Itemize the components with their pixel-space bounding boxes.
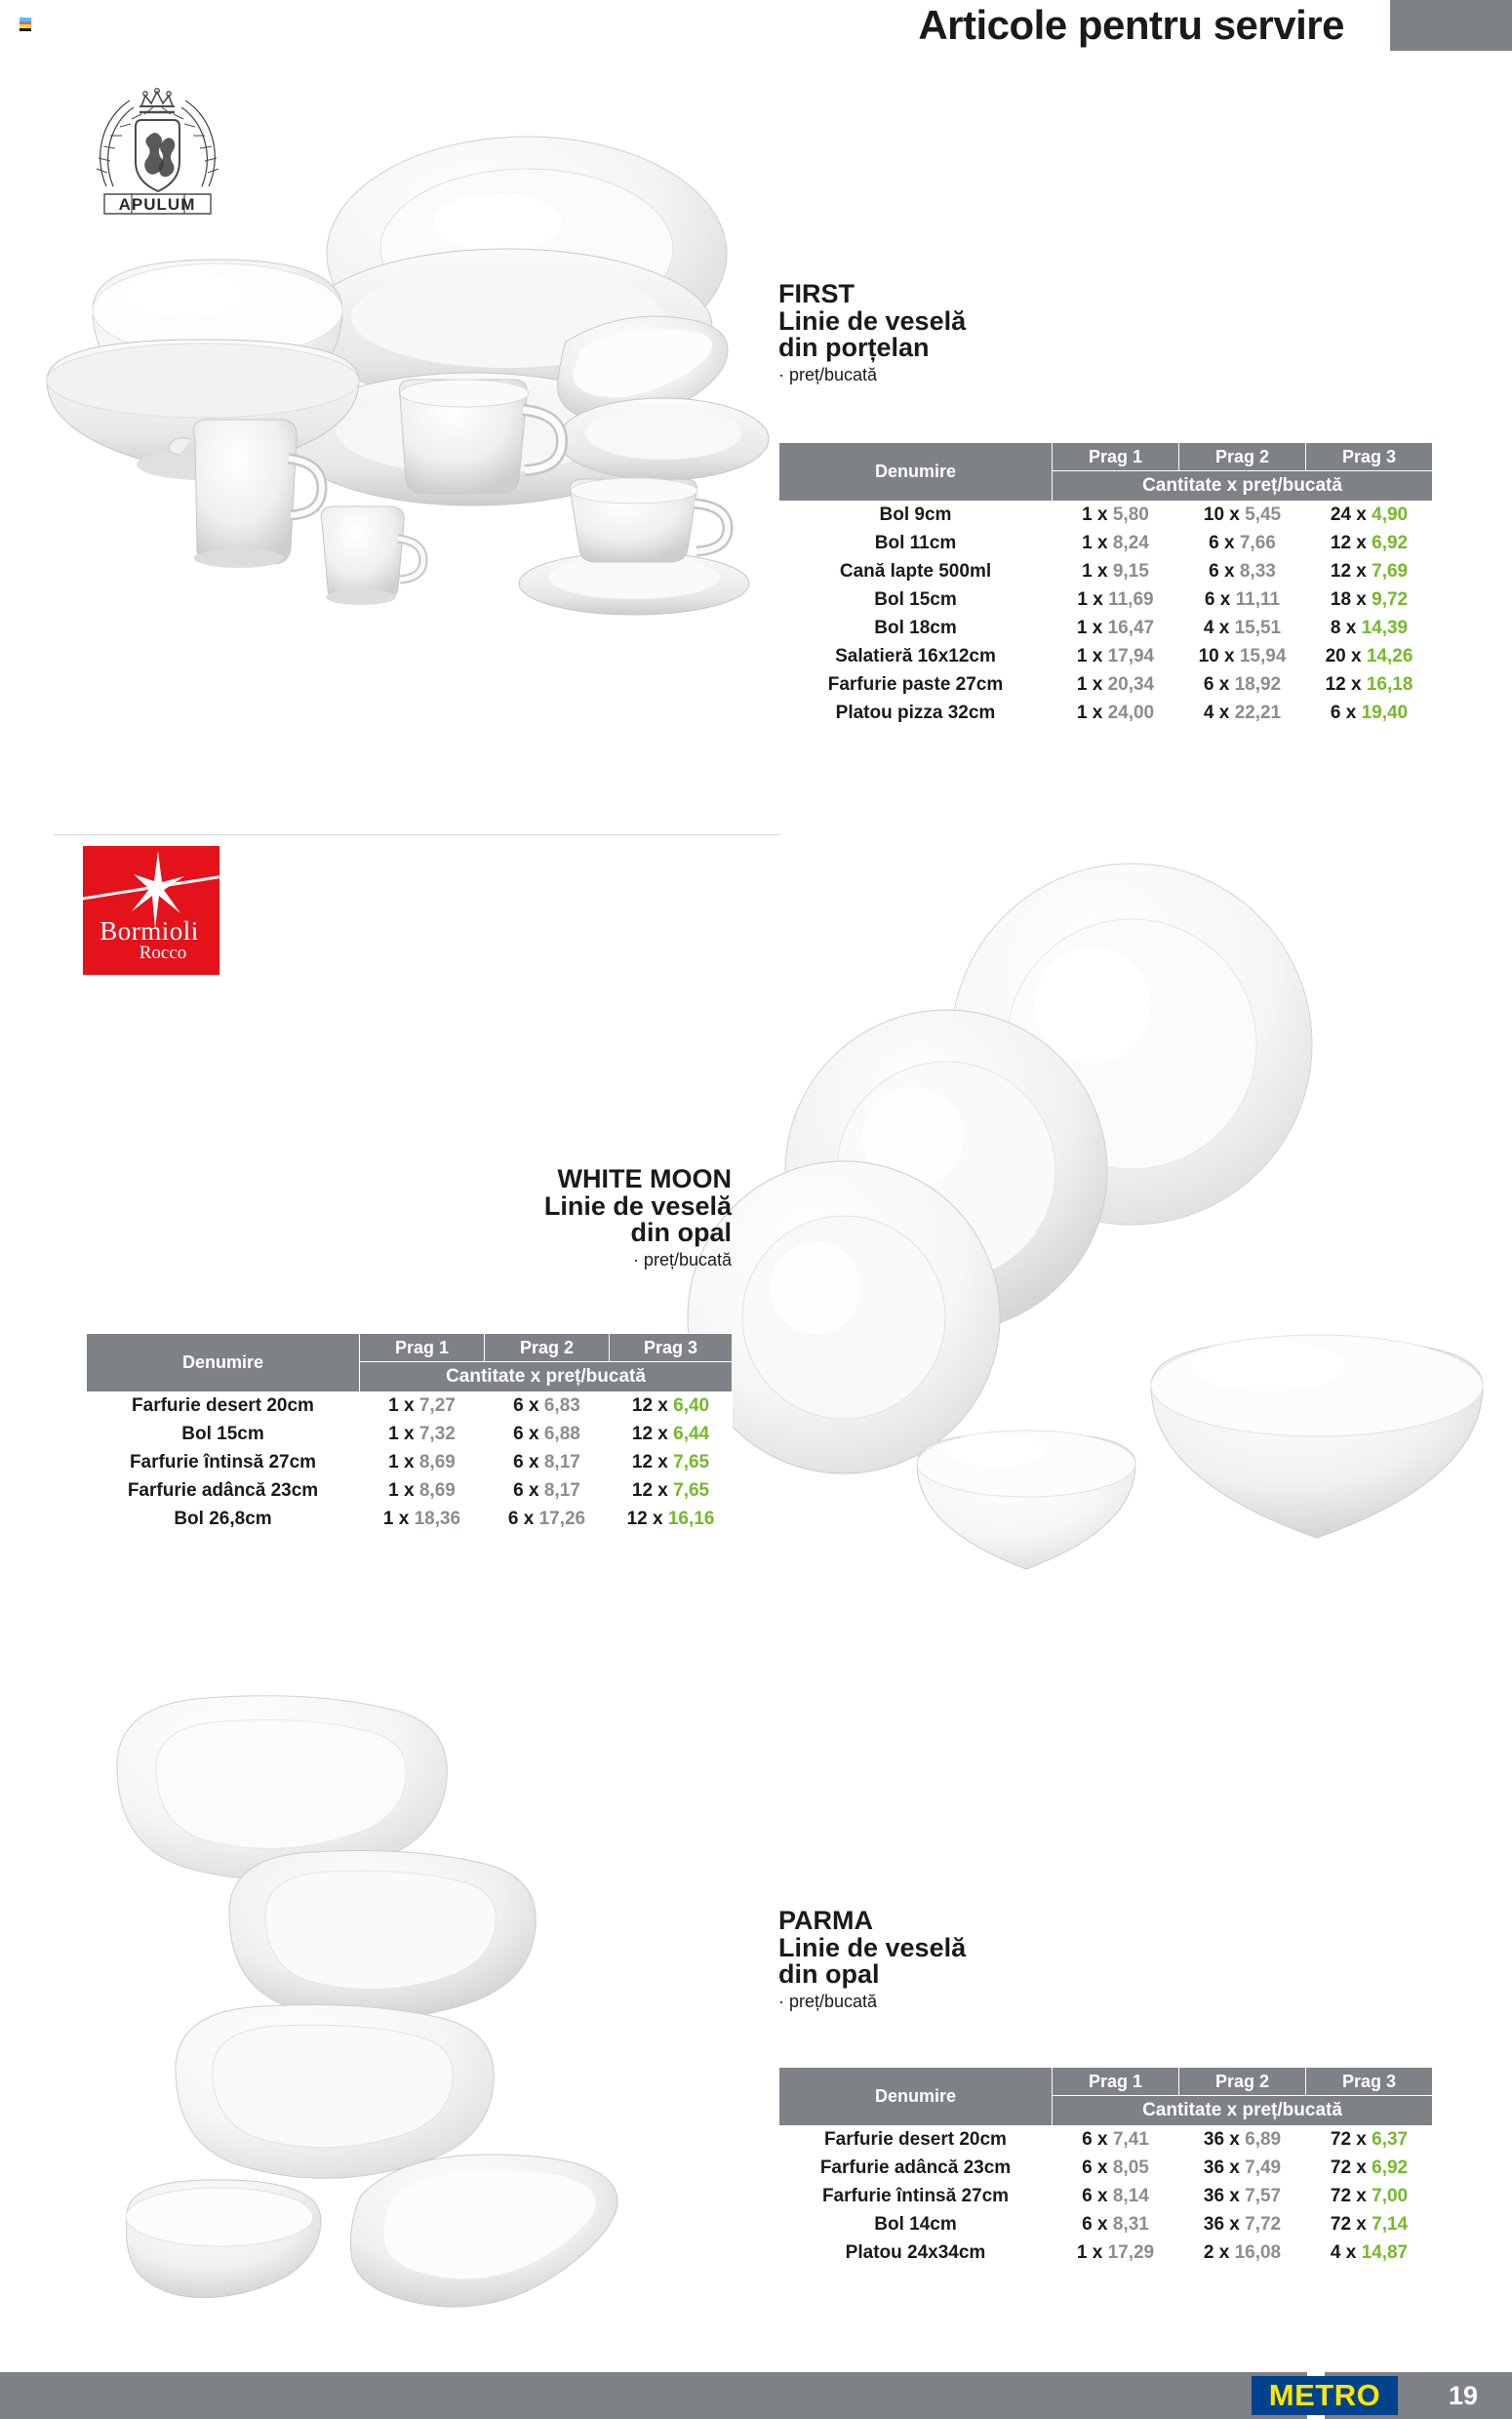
cell-product-name: Bol 26,8cm xyxy=(87,1506,360,1534)
cell-prag1 xyxy=(1053,530,1179,558)
price-value: 8,31 xyxy=(1112,2214,1149,2235)
price-value: 7,27 xyxy=(418,1395,456,1416)
quantity: 6 x xyxy=(513,1424,544,1444)
price-value: 8,24 xyxy=(1112,533,1149,553)
quantity: 72 x xyxy=(1330,2157,1373,2178)
price-value: 8,33 xyxy=(1239,561,1276,582)
price-value: 15,94 xyxy=(1239,646,1287,666)
price-value: 8,17 xyxy=(543,1480,580,1501)
price-value: 7,00 xyxy=(1372,2186,1409,2206)
quantity: 2 x xyxy=(1203,2242,1235,2263)
cell-prag2 xyxy=(1179,530,1306,558)
price-value: 20,34 xyxy=(1107,674,1155,695)
col-header-denumire: Denumire xyxy=(779,443,1053,502)
cell-prag3 xyxy=(1306,2183,1433,2211)
product-photo-white-moon xyxy=(624,859,1502,1639)
quantity: 1 x xyxy=(1076,2242,1108,2263)
col-header-prag2: Prag 2 xyxy=(1179,2068,1306,2096)
quantity: 6 x xyxy=(513,1480,544,1501)
table-row xyxy=(87,1506,733,1534)
price-value: 6,40 xyxy=(673,1395,710,1416)
price-value: 7,49 xyxy=(1245,2157,1282,2178)
table-row xyxy=(779,700,1433,728)
price-value: 18,92 xyxy=(1234,674,1282,695)
price-value: 16,08 xyxy=(1234,2242,1282,2263)
quantity: 6 x xyxy=(1330,703,1362,723)
cell-prag2 xyxy=(485,1392,610,1421)
table-row xyxy=(779,502,1433,530)
cell-prag3 xyxy=(1306,502,1433,530)
quantity: 6 x xyxy=(1082,2214,1113,2235)
cell-prag2 xyxy=(1179,643,1306,671)
price-value: 8,14 xyxy=(1112,2186,1149,2206)
cell-prag3 xyxy=(1306,2239,1433,2268)
quantity: 4 x xyxy=(1203,618,1235,638)
bormioli-sub: Rocco xyxy=(139,943,187,963)
cell-prag1 xyxy=(1053,2155,1179,2183)
cell-prag2 xyxy=(1179,615,1306,643)
table-row xyxy=(779,2239,1433,2268)
price-value: 16,47 xyxy=(1107,618,1155,638)
col-header-prag1: Prag 1 xyxy=(1053,2068,1179,2096)
quantity: 1 x xyxy=(388,1480,419,1501)
price-value: 7,72 xyxy=(1245,2214,1282,2235)
price-value: 6,92 xyxy=(1372,533,1409,553)
quantity: 4 x xyxy=(1330,2242,1362,2263)
quantity: 6 x xyxy=(507,1509,539,1529)
table-row xyxy=(779,2126,1433,2155)
cell-product-name: Platou 24x34cm xyxy=(779,2239,1053,2268)
price-table-parma xyxy=(778,2067,1433,2268)
product-photo-first xyxy=(39,117,780,625)
cell-prag3 xyxy=(1306,643,1433,671)
cell-prag2 xyxy=(485,1477,610,1506)
cell-prag1 xyxy=(1053,502,1179,530)
quantity: 18 x xyxy=(1330,589,1373,610)
quantity: 10 x xyxy=(1198,646,1240,666)
quantity: 1 x xyxy=(388,1395,419,1416)
quantity: 1 x xyxy=(1076,674,1108,695)
cell-prag3 xyxy=(610,1506,733,1534)
cell-product-name: Bol 9cm xyxy=(779,502,1053,530)
price-value: 5,45 xyxy=(1245,504,1282,525)
price-value: 7,66 xyxy=(1239,533,1276,553)
cell-prag2 xyxy=(485,1506,610,1534)
price-value: 4,90 xyxy=(1372,504,1409,525)
brand-line2-parma: din opal xyxy=(778,1959,880,1990)
price-value: 6,83 xyxy=(543,1395,580,1416)
divider-line-top xyxy=(54,834,780,835)
price-value: 18,36 xyxy=(414,1509,461,1529)
quantity: 1 x xyxy=(1082,561,1113,582)
unit-note-first: · preț/bucată xyxy=(778,364,878,384)
quantity: 36 x xyxy=(1203,2186,1246,2206)
brand-line1-first: Linie de veselă xyxy=(778,305,967,336)
quantity: 72 x xyxy=(1330,2214,1373,2235)
quantity: 12 x xyxy=(631,1480,674,1501)
cell-product-name: Bol 11cm xyxy=(779,530,1053,558)
quantity: 1 x xyxy=(1082,504,1113,525)
table-row xyxy=(87,1421,733,1449)
quantity: 36 x xyxy=(1203,2214,1246,2235)
cell-prag1 xyxy=(1053,700,1179,728)
quantity: 10 x xyxy=(1203,504,1246,525)
quantity: 12 x xyxy=(631,1395,674,1416)
quantity: 1 x xyxy=(1076,646,1108,666)
cell-product-name: Salatieră 16x12cm xyxy=(779,643,1053,671)
cell-prag3 xyxy=(1306,615,1433,643)
page-number: 19 xyxy=(1448,2380,1479,2410)
price-value: 7,41 xyxy=(1112,2129,1149,2150)
col-header-prag2: Prag 2 xyxy=(485,1334,610,1362)
quantity: 12 x xyxy=(1325,674,1367,695)
quantity: 6 x xyxy=(1082,2157,1113,2178)
section-heading-parma xyxy=(778,1908,1208,2012)
brand-line1-parma: Linie de veselă xyxy=(778,1932,967,1962)
cell-product-name: Bol 18cm xyxy=(779,615,1053,643)
price-value: 9,15 xyxy=(1112,561,1149,582)
price-value: 17,94 xyxy=(1107,646,1155,666)
price-table-body-white-moon xyxy=(87,1392,733,1534)
table-row xyxy=(779,558,1433,586)
quantity: 12 x xyxy=(626,1509,668,1529)
cell-prag1 xyxy=(1053,558,1179,586)
cell-product-name: Farfurie adâncă 23cm xyxy=(779,2155,1053,2183)
table-row xyxy=(779,615,1433,643)
section-heading-white-moon xyxy=(283,1166,732,1270)
quantity: 6 x xyxy=(513,1395,544,1416)
price-value: 9,72 xyxy=(1372,589,1409,610)
cell-prag3 xyxy=(610,1449,733,1477)
cell-product-name: Farfurie paste 27cm xyxy=(779,671,1053,700)
price-value: 24,00 xyxy=(1107,703,1155,723)
cell-prag2 xyxy=(1179,2126,1306,2155)
cell-product-name: Farfurie desert 20cm xyxy=(87,1392,360,1421)
cell-prag2 xyxy=(1179,671,1306,700)
quantity: 1 x xyxy=(1082,533,1113,553)
price-value: 14,26 xyxy=(1366,646,1413,666)
quantity: 6 x xyxy=(1203,674,1235,695)
price-value: 11,11 xyxy=(1235,589,1281,610)
quantity: 6 x xyxy=(1204,589,1236,610)
price-value: 16,16 xyxy=(667,1509,715,1529)
cell-prag1 xyxy=(1053,2239,1179,2268)
col-header-prag1: Prag 1 xyxy=(1053,443,1179,471)
price-value: 7,65 xyxy=(673,1452,710,1472)
cell-prag1 xyxy=(360,1506,485,1534)
price-value: 8,69 xyxy=(418,1452,456,1472)
svg-text:APULUM: APULUM xyxy=(118,195,196,214)
product-photo-parma xyxy=(59,1620,780,2361)
brand-name-white-moon: WHITE MOON xyxy=(557,1164,732,1193)
quantity: 8 x xyxy=(1330,618,1362,638)
quantity: 6 x xyxy=(1209,561,1240,582)
cell-prag1 xyxy=(1053,586,1179,615)
unit-note-parma: · preț/bucată xyxy=(778,1991,878,2011)
price-value: 5,80 xyxy=(1112,504,1149,525)
price-value: 14,39 xyxy=(1361,618,1409,638)
price-value: 15,51 xyxy=(1234,618,1282,638)
col-header-cantitate: Cantitate x preț/bucată xyxy=(360,1362,733,1392)
brand-name-first: FIRST xyxy=(778,279,855,308)
quantity: 1 x xyxy=(388,1452,419,1472)
section-heading-first xyxy=(778,281,1208,385)
page-header xyxy=(0,0,1512,54)
metro-label: METRO xyxy=(1268,2378,1381,2412)
cell-prag2 xyxy=(1179,558,1306,586)
cell-prag3 xyxy=(1306,671,1433,700)
cell-prag3 xyxy=(1306,558,1433,586)
cell-prag1 xyxy=(360,1421,485,1449)
cell-prag2 xyxy=(1179,2239,1306,2268)
cell-product-name: Farfurie desert 20cm xyxy=(779,2126,1053,2155)
col-header-prag1: Prag 1 xyxy=(360,1334,485,1362)
quantity: 1 x xyxy=(1076,618,1108,638)
quantity: 20 x xyxy=(1325,646,1367,666)
cell-prag1 xyxy=(1053,671,1179,700)
cell-prag2 xyxy=(1179,502,1306,530)
price-value: 11,69 xyxy=(1108,589,1154,610)
quantity: 36 x xyxy=(1203,2157,1246,2178)
price-table-first xyxy=(778,442,1433,728)
cell-prag3 xyxy=(610,1477,733,1506)
brand-line2-white-moon: din opal xyxy=(630,1218,732,1248)
price-value: 14,87 xyxy=(1361,2242,1409,2263)
table-row xyxy=(87,1477,733,1506)
cell-prag3 xyxy=(610,1392,733,1421)
cell-prag1 xyxy=(1053,643,1179,671)
price-table-white-moon xyxy=(86,1333,733,1534)
cell-prag2 xyxy=(1179,2183,1306,2211)
table-row xyxy=(779,530,1433,558)
col-header-prag3: Prag 3 xyxy=(610,1334,733,1362)
cell-product-name: Farfurie întinsă 27cm xyxy=(779,2183,1053,2211)
quantity: 1 x xyxy=(1076,703,1108,723)
price-value: 7,14 xyxy=(1372,2214,1409,2235)
table-row xyxy=(779,643,1433,671)
cell-prag3 xyxy=(610,1421,733,1449)
quantity: 72 x xyxy=(1330,2129,1373,2150)
quantity: 72 x xyxy=(1330,2186,1373,2206)
cell-prag1 xyxy=(1053,615,1179,643)
cell-product-name: Bol 15cm xyxy=(779,586,1053,615)
cell-prag2 xyxy=(485,1449,610,1477)
cell-product-name: Farfurie adâncă 23cm xyxy=(87,1477,360,1506)
quantity: 12 x xyxy=(631,1452,674,1472)
cell-prag2 xyxy=(485,1421,610,1449)
quantity: 12 x xyxy=(631,1424,674,1444)
brand-name-parma: PARMA xyxy=(778,1906,873,1935)
col-header-prag2: Prag 2 xyxy=(1179,443,1306,471)
quantity: 12 x xyxy=(1330,533,1373,553)
table-row xyxy=(779,2155,1433,2183)
cell-prag1 xyxy=(1053,2211,1179,2239)
col-header-cantitate: Cantitate x preț/bucată xyxy=(1053,2096,1433,2126)
quantity: 24 x xyxy=(1330,504,1373,525)
quantity: 6 x xyxy=(1082,2186,1113,2206)
quantity: 1 x xyxy=(388,1424,419,1444)
price-table-body-parma xyxy=(779,2126,1433,2268)
price-value: 6,37 xyxy=(1372,2129,1409,2150)
quantity: 12 x xyxy=(1330,561,1373,582)
price-value: 17,29 xyxy=(1107,2242,1155,2263)
col-header-prag3: Prag 3 xyxy=(1306,443,1433,471)
cell-prag2 xyxy=(1179,700,1306,728)
cell-prag2 xyxy=(1179,2155,1306,2183)
quantity: 6 x xyxy=(1082,2129,1113,2150)
price-value: 8,17 xyxy=(543,1452,580,1472)
table-row xyxy=(779,586,1433,615)
cell-product-name: Cană lapte 500ml xyxy=(779,558,1053,586)
price-value: 7,69 xyxy=(1372,561,1409,582)
price-value: 7,32 xyxy=(418,1424,456,1444)
brand-line2-first: din porțelan xyxy=(778,333,930,363)
quantity: 1 x xyxy=(382,1509,415,1529)
price-value: 17,26 xyxy=(538,1509,586,1529)
cell-product-name: Bol 15cm xyxy=(87,1421,360,1449)
bormioli-name: Bormioli xyxy=(99,916,199,946)
cell-prag1 xyxy=(1053,2183,1179,2211)
cell-prag3 xyxy=(1306,2211,1433,2239)
metro-logo xyxy=(1252,2376,1398,2415)
quantity: 6 x xyxy=(513,1452,544,1472)
table-row xyxy=(87,1392,733,1421)
cell-prag3 xyxy=(1306,2126,1433,2155)
price-value: 6,44 xyxy=(673,1424,710,1444)
cell-prag3 xyxy=(1306,530,1433,558)
price-value: 16,18 xyxy=(1366,674,1413,695)
cell-product-name: Platou pizza 32cm xyxy=(779,700,1053,728)
quantity: 36 x xyxy=(1203,2129,1246,2150)
price-value: 7,57 xyxy=(1245,2186,1282,2206)
cell-prag1 xyxy=(360,1392,485,1421)
table-row xyxy=(779,671,1433,700)
cell-product-name: Bol 14cm xyxy=(779,2211,1053,2239)
bormioli-rocco-logo xyxy=(83,846,219,975)
price-table-body-first xyxy=(779,502,1433,728)
price-value: 8,69 xyxy=(418,1480,456,1501)
cell-prag1 xyxy=(1053,2126,1179,2155)
header-grey-block xyxy=(1390,0,1512,51)
table-row xyxy=(87,1449,733,1477)
col-header-denumire: Denumire xyxy=(87,1334,360,1392)
quantity: 6 x xyxy=(1209,533,1240,553)
col-header-prag3: Prag 3 xyxy=(1306,2068,1433,2096)
price-value: 6,92 xyxy=(1372,2157,1409,2178)
table-row xyxy=(779,2211,1433,2239)
col-header-cantitate: Cantitate x preț/bucată xyxy=(1053,471,1433,502)
cell-prag2 xyxy=(1179,586,1306,615)
cell-prag1 xyxy=(360,1477,485,1506)
cell-prag3 xyxy=(1306,700,1433,728)
cell-prag3 xyxy=(1306,2155,1433,2183)
price-value: 6,89 xyxy=(1245,2129,1282,2150)
unit-note-white-moon: · preț/bucată xyxy=(632,1249,732,1270)
price-value: 6,88 xyxy=(543,1424,580,1444)
brand-line1-white-moon: Linie de veselă xyxy=(543,1190,732,1221)
price-value: 19,40 xyxy=(1361,703,1409,723)
page-title: Articole pentru servire xyxy=(918,2,1344,48)
price-value: 8,05 xyxy=(1112,2157,1149,2178)
quantity: 4 x xyxy=(1203,703,1235,723)
table-row xyxy=(779,2183,1433,2211)
cell-prag3 xyxy=(1306,586,1433,615)
quantity: 1 x xyxy=(1077,589,1109,610)
price-value: 22,21 xyxy=(1234,703,1282,723)
cell-prag2 xyxy=(1179,2211,1306,2239)
price-value: 7,65 xyxy=(673,1480,710,1501)
col-header-denumire: Denumire xyxy=(779,2068,1053,2126)
cell-product-name: Farfurie întinsă 27cm xyxy=(87,1449,360,1477)
cell-prag1 xyxy=(360,1449,485,1477)
